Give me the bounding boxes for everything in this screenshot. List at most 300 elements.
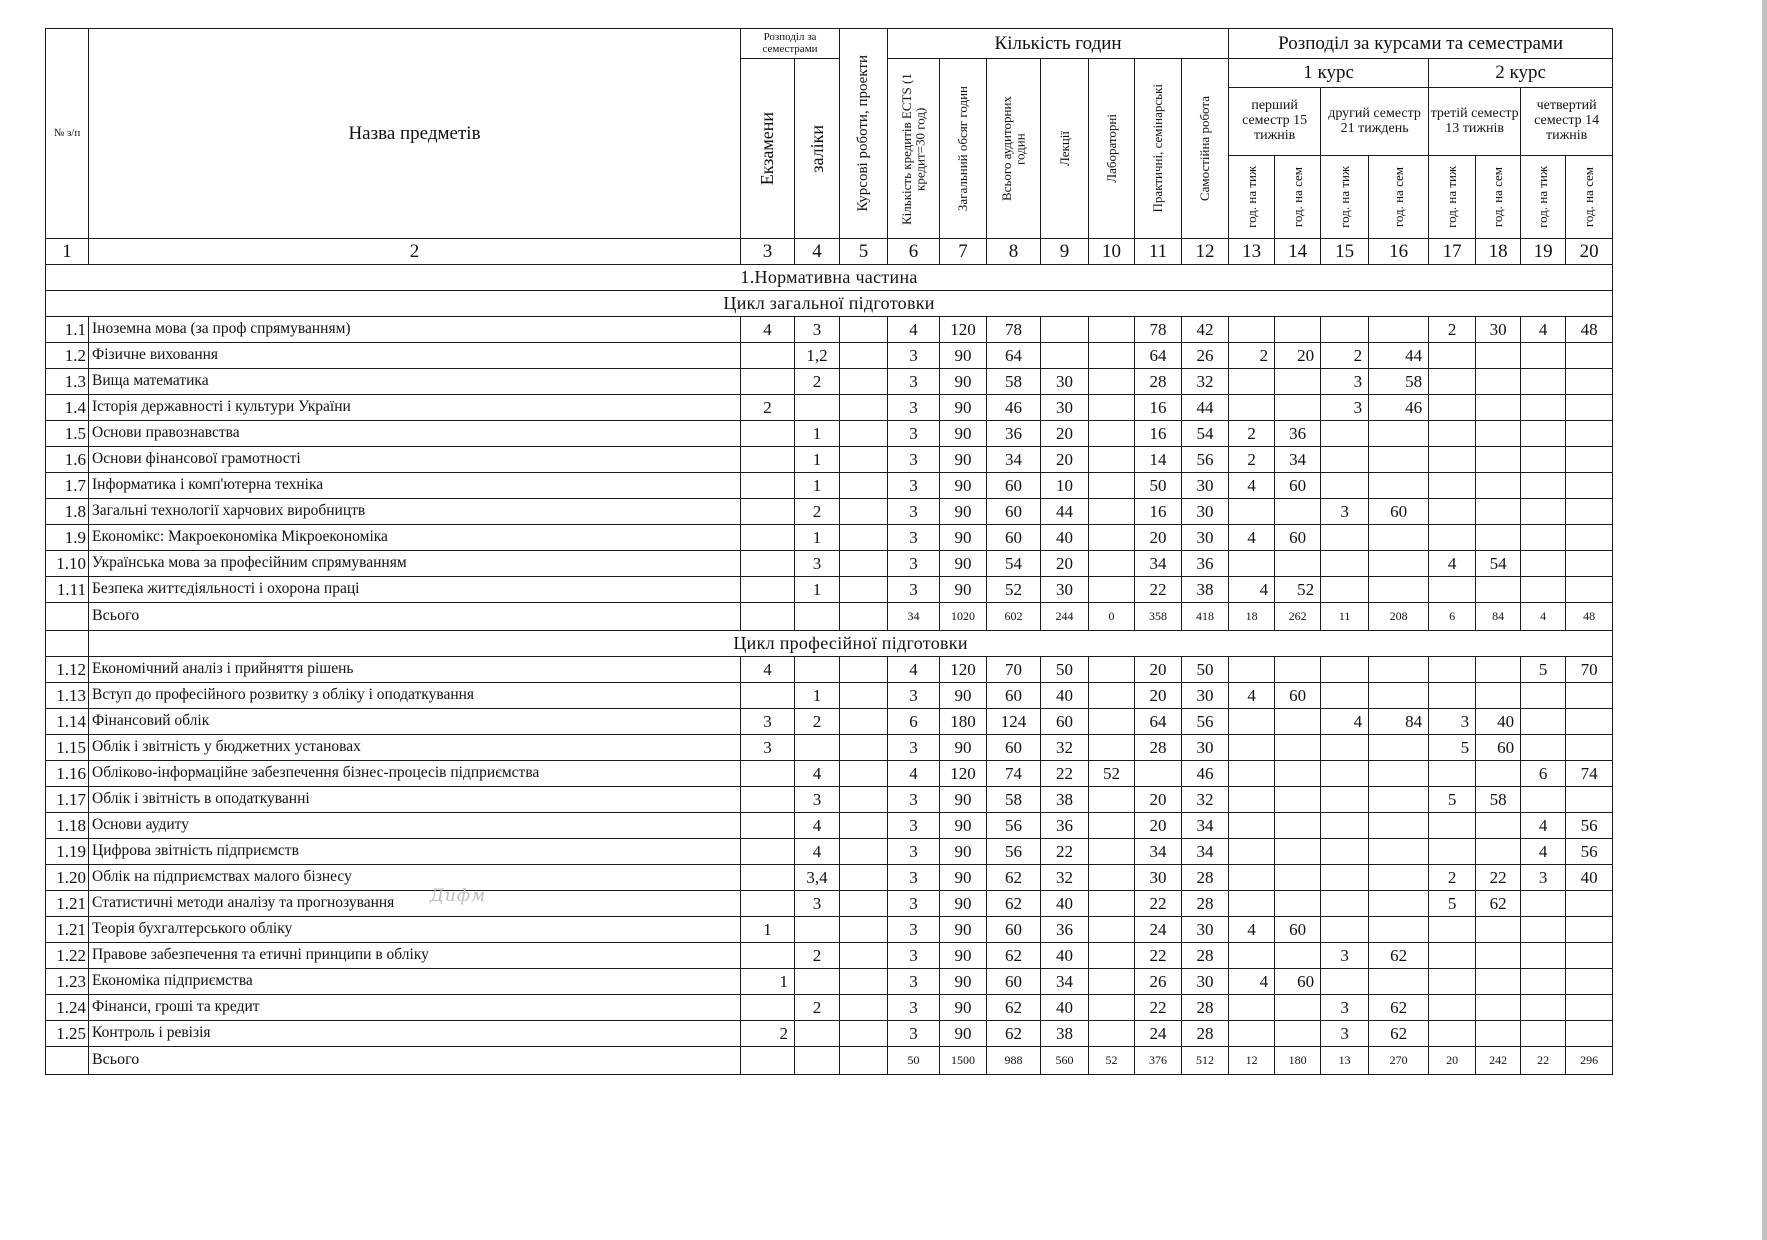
cell-value [1476, 917, 1521, 943]
cell-value: 1 [795, 525, 840, 551]
cell-value: 74 [987, 761, 1041, 787]
cell-value [1566, 995, 1613, 1021]
header-tests: заліки [795, 59, 840, 239]
cell-value: 28 [1135, 735, 1182, 761]
cell-value: 4 [888, 317, 940, 343]
cell-value: 4 [1229, 917, 1275, 943]
cell-value [1321, 551, 1369, 577]
cell-value: 3 [741, 709, 795, 735]
cell-value: 22 [1135, 995, 1182, 1021]
cell-value: 3 [888, 813, 940, 839]
cell-value [1521, 525, 1566, 551]
cell-value [795, 1047, 840, 1075]
subject-name: Цифрова звітність підприємств [89, 839, 741, 865]
cell-value: 1 [795, 421, 840, 447]
cell-value: 4 [888, 657, 940, 683]
cell-value: 3 [888, 943, 940, 969]
cell-value [1566, 447, 1613, 473]
cell-value: 3 [888, 865, 940, 891]
cell-value [741, 839, 795, 865]
cell-value [741, 577, 795, 603]
total-row [46, 1047, 1613, 1075]
row-number: 1.7 [46, 473, 89, 499]
cell-value [840, 421, 888, 447]
cell-value: 32 [1182, 369, 1229, 395]
cell-value: 4 [1229, 969, 1275, 995]
cell-value: 28 [1182, 995, 1229, 1021]
cell-value: 22 [1041, 761, 1089, 787]
table-body [46, 239, 1613, 1075]
cell-value: 3 [1321, 1021, 1369, 1047]
cell-value: 90 [940, 969, 987, 995]
cell-value: 62 [987, 1021, 1041, 1047]
cell-value: 60 [987, 473, 1041, 499]
cell-value [1275, 891, 1321, 917]
row-number: 1.24 [46, 995, 89, 1021]
cell-value: 90 [940, 395, 987, 421]
cell-value [1089, 447, 1135, 473]
cell-value [1566, 395, 1613, 421]
cell-value [1369, 317, 1429, 343]
row-number: 1.10 [46, 551, 89, 577]
row-number: 1.4 [46, 395, 89, 421]
cell-value: 1 [795, 473, 840, 499]
cell-value [1089, 709, 1135, 735]
cell-value: 2 [741, 395, 795, 421]
column-number: 13 [1229, 239, 1275, 265]
column-number: 10 [1089, 239, 1135, 265]
cell-value [1566, 891, 1613, 917]
cell-value [1229, 995, 1275, 1021]
cell-value [1369, 891, 1429, 917]
cell-value: 602 [987, 603, 1041, 631]
cell-value [1321, 891, 1369, 917]
section-title: Цикл професійної підготовки [89, 631, 1613, 657]
cell-value [1089, 499, 1135, 525]
cell-value [1429, 1021, 1476, 1047]
cell-value [840, 995, 888, 1021]
cell-value: 20 [1275, 343, 1321, 369]
cell-value: 60 [987, 917, 1041, 943]
cell-value [741, 447, 795, 473]
cell-value: 3 [888, 917, 940, 943]
table-row [46, 421, 1613, 447]
cell-value: 120 [940, 317, 987, 343]
cell-value [1229, 395, 1275, 421]
cell-value [1275, 395, 1321, 421]
cell-value [1429, 499, 1476, 525]
total-label: Всього [89, 603, 741, 631]
cell-value [1229, 1021, 1275, 1047]
cell-value [1566, 499, 1613, 525]
cell-value [741, 787, 795, 813]
cell-value: 2 [1321, 343, 1369, 369]
row-number: 1.15 [46, 735, 89, 761]
table-row [46, 787, 1613, 813]
cell-value [1521, 473, 1566, 499]
cell-value [1369, 865, 1429, 891]
cell-value: 34 [1182, 839, 1229, 865]
cell-value: 30 [1041, 395, 1089, 421]
cell-value: 2 [1229, 343, 1275, 369]
cell-value [1429, 525, 1476, 551]
subject-name: Облік і звітність у бюджетних установах [89, 735, 741, 761]
cell-value [1476, 577, 1521, 603]
cell-value [1229, 709, 1275, 735]
cell-value: 30 [1182, 525, 1229, 551]
subject-name: Загальні технології харчових виробництв [89, 499, 741, 525]
cell-value: 22 [1521, 1047, 1566, 1075]
cell-value [1321, 787, 1369, 813]
table-row [46, 499, 1613, 525]
cell-value: 3 [888, 551, 940, 577]
cell-value [741, 865, 795, 891]
cell-value [1429, 995, 1476, 1021]
subject-name: Іноземна мова (за проф спрямуванням) [89, 317, 741, 343]
column-number: 11 [1135, 239, 1182, 265]
subject-name: Обліково-інформаційне забезпечення бізнес-процесів підприємства [89, 761, 741, 787]
cell-value [1275, 761, 1321, 787]
cell-value: 12 [1229, 1047, 1275, 1075]
cell-value [1229, 551, 1275, 577]
cell-value: 52 [1275, 577, 1321, 603]
table-row [46, 865, 1613, 891]
subject-name: Статистичні методи аналізу та прогнозування [89, 891, 741, 917]
cell-value [1476, 421, 1521, 447]
cell-value [1089, 1021, 1135, 1047]
cell-value: 20 [1135, 683, 1182, 709]
column-numbers-row [46, 239, 1613, 265]
cell-value: 90 [940, 1021, 987, 1047]
table-row [46, 551, 1613, 577]
column-number: 3 [741, 239, 795, 265]
cell-value: 180 [1275, 1047, 1321, 1075]
cell-value [1566, 369, 1613, 395]
subject-name: Інформатика і комп'ютерна техніка [89, 473, 741, 499]
cell-value [840, 473, 888, 499]
cell-value [1521, 343, 1566, 369]
cell-value [1369, 525, 1429, 551]
cell-value [1429, 943, 1476, 969]
cell-value: 20 [1041, 421, 1089, 447]
cell-value [1369, 917, 1429, 943]
cell-value [1369, 577, 1429, 603]
header-distribution-semesters: Розподіл за семестрами [741, 29, 840, 59]
cell-value [1476, 473, 1521, 499]
cell-value [1476, 839, 1521, 865]
cell-value [741, 421, 795, 447]
cell-value [1369, 787, 1429, 813]
cell-value: 10 [1041, 473, 1089, 499]
cell-value: 36 [987, 421, 1041, 447]
cell-value: 3 [888, 525, 940, 551]
cell-value [1476, 683, 1521, 709]
cell-value: 90 [940, 343, 987, 369]
cell-value: 1 [741, 917, 795, 943]
cell-value [1089, 969, 1135, 995]
cell-value [1369, 761, 1429, 787]
header-semester-1: перший семестр 15 тижнів [1229, 88, 1321, 156]
handwritten-mark: Дифм [430, 886, 487, 906]
header-course-works: Курсові роботи, проекти [840, 29, 888, 239]
cell-value: 2 [795, 369, 840, 395]
subject-name: Контроль і ревізія [89, 1021, 741, 1047]
cell-value: 54 [987, 551, 1041, 577]
cell-value: 56 [1182, 447, 1229, 473]
cell-value: 3 [888, 369, 940, 395]
subject-name: Основи правознавства [89, 421, 741, 447]
column-number: 1 [46, 239, 89, 265]
section-title: Цикл загальної підготовки [46, 291, 1613, 317]
cell-value [1321, 813, 1369, 839]
subject-name: Економікс: Макроекономіка Мікроекономіка [89, 525, 741, 551]
column-number: 12 [1182, 239, 1229, 265]
subject-name: Вступ до професійного розвитку з обліку і оподаткування [89, 683, 741, 709]
cell-value: 30 [1476, 317, 1521, 343]
cell-value [1566, 551, 1613, 577]
header-lectures: Лекції [1041, 59, 1089, 239]
cell-value: 2 [795, 499, 840, 525]
cell-value [1521, 969, 1566, 995]
cell-value [741, 551, 795, 577]
cell-value: 2 [795, 943, 840, 969]
cell-value [1521, 917, 1566, 943]
cell-value: 90 [940, 525, 987, 551]
cell-value [1321, 657, 1369, 683]
cell-value [840, 969, 888, 995]
cell-value [1321, 761, 1369, 787]
cell-value [741, 473, 795, 499]
cell-value: 90 [940, 499, 987, 525]
cell-value: 5 [1521, 657, 1566, 683]
header-num: № з/п [46, 29, 89, 239]
cell-value [1566, 525, 1613, 551]
cell-value: 270 [1369, 1047, 1429, 1075]
column-number: 8 [987, 239, 1041, 265]
cell-value: 560 [1041, 1047, 1089, 1075]
cell-value [1089, 317, 1135, 343]
cell-value: 60 [1275, 917, 1321, 943]
cell-value: 48 [1566, 603, 1613, 631]
cell-value [1275, 995, 1321, 1021]
cell-value: 30 [1182, 917, 1229, 943]
cell-value [1476, 995, 1521, 1021]
cell-value: 3 [888, 995, 940, 1021]
row-number [46, 1047, 89, 1075]
cell-value: 70 [1566, 657, 1613, 683]
table-row [46, 577, 1613, 603]
cell-value [840, 839, 888, 865]
row-number: 1.23 [46, 969, 89, 995]
cell-value: 1 [741, 969, 795, 995]
cell-value [1229, 317, 1275, 343]
cell-value: 4 [1429, 551, 1476, 577]
cell-value [1566, 709, 1613, 735]
cell-value: 4 [1229, 473, 1275, 499]
cell-value [1321, 969, 1369, 995]
table-row [46, 369, 1613, 395]
cell-value: 3 [1321, 499, 1369, 525]
subject-name: Фінанси, гроші та кредит [89, 995, 741, 1021]
cell-value: 4 [1229, 577, 1275, 603]
cell-value [1566, 1021, 1613, 1047]
header-s3-sem: год. на сем [1476, 156, 1521, 239]
cell-value [1089, 657, 1135, 683]
row-number: 1.19 [46, 839, 89, 865]
cell-value [840, 865, 888, 891]
row-number: 1.11 [46, 577, 89, 603]
cell-value: 4 [795, 839, 840, 865]
cell-value [1321, 917, 1369, 943]
cell-value: 52 [987, 577, 1041, 603]
cell-value: 40 [1041, 683, 1089, 709]
cell-value: 2 [1229, 421, 1275, 447]
cell-value: 60 [987, 499, 1041, 525]
cell-value: 5 [1429, 735, 1476, 761]
cell-value: 28 [1182, 1021, 1229, 1047]
cell-value [840, 577, 888, 603]
cell-value [1089, 473, 1135, 499]
cell-value: 58 [1369, 369, 1429, 395]
cell-value [1321, 683, 1369, 709]
cell-value: 3 [1321, 395, 1369, 421]
cell-value: 1 [795, 577, 840, 603]
cell-value: 30 [1182, 969, 1229, 995]
cell-value [1521, 683, 1566, 709]
cell-value: 60 [1275, 525, 1321, 551]
cell-value [840, 551, 888, 577]
cell-value [741, 813, 795, 839]
cell-value [1229, 943, 1275, 969]
table-row [46, 709, 1613, 735]
cell-value [1229, 735, 1275, 761]
cell-value: 124 [987, 709, 1041, 735]
cell-value: 62 [987, 891, 1041, 917]
column-number: 18 [1476, 239, 1521, 265]
cell-value: 4 [1521, 839, 1566, 865]
cell-value [1566, 917, 1613, 943]
cell-value: 3 [1321, 369, 1369, 395]
column-number: 17 [1429, 239, 1476, 265]
cell-value: 3 [888, 447, 940, 473]
cell-value [1429, 917, 1476, 943]
cell-value: 90 [940, 421, 987, 447]
cell-value [840, 787, 888, 813]
cell-value: 988 [987, 1047, 1041, 1075]
total-row [46, 603, 1613, 631]
cell-value [795, 735, 840, 761]
cell-value [840, 657, 888, 683]
cell-value [1521, 395, 1566, 421]
section-normative [46, 265, 1613, 291]
cell-value: 50 [1182, 657, 1229, 683]
cell-value: 4 [741, 317, 795, 343]
column-number: 16 [1369, 239, 1429, 265]
cell-value: 4 [888, 761, 940, 787]
cell-value: 20 [1135, 813, 1182, 839]
row-number: 1.13 [46, 683, 89, 709]
cell-value [1476, 943, 1521, 969]
cell-value: 30 [1182, 735, 1229, 761]
cell-value [840, 343, 888, 369]
cell-value: 28 [1135, 369, 1182, 395]
cell-value: 40 [1041, 891, 1089, 917]
cell-value: 84 [1476, 603, 1521, 631]
header-s4-week: год. на тиж [1521, 156, 1566, 239]
cell-value [795, 603, 840, 631]
cell-value: 90 [940, 839, 987, 865]
cell-value: 50 [1041, 657, 1089, 683]
row-number: 1.6 [46, 447, 89, 473]
cell-value: 16 [1135, 421, 1182, 447]
cell-value [1521, 891, 1566, 917]
cell-value: 13 [1321, 1047, 1369, 1075]
cell-value: 84 [1369, 709, 1429, 735]
cell-value: 3 [1321, 943, 1369, 969]
table-row [46, 395, 1613, 421]
cell-value: 52 [1089, 1047, 1135, 1075]
cell-value: 38 [1041, 1021, 1089, 1047]
cell-value: 4 [1229, 525, 1275, 551]
cell-value: 38 [1182, 577, 1229, 603]
column-number: 7 [940, 239, 987, 265]
header-s1-week: год. на тиж [1229, 156, 1275, 239]
cell-value [1275, 551, 1321, 577]
cell-value: 78 [1135, 317, 1182, 343]
cell-value [741, 499, 795, 525]
cell-value: 44 [1041, 499, 1089, 525]
header-s4-sem: год. на сем [1566, 156, 1613, 239]
cell-value: 3 [795, 787, 840, 813]
cell-value: 46 [987, 395, 1041, 421]
cell-value: 34 [1135, 551, 1182, 577]
cell-value [1369, 447, 1429, 473]
cell-value [1041, 343, 1089, 369]
cell-value [1089, 577, 1135, 603]
cell-value: 208 [1369, 603, 1429, 631]
section-general-cycle [46, 291, 1613, 317]
cell-value: 46 [1182, 761, 1229, 787]
cell-value: 58 [987, 787, 1041, 813]
empty-cell [46, 631, 89, 657]
cell-value: 90 [940, 865, 987, 891]
cell-value: 16 [1135, 395, 1182, 421]
cell-value: 3 [888, 683, 940, 709]
cell-value [1429, 421, 1476, 447]
cell-value: 60 [987, 735, 1041, 761]
table-row [46, 813, 1613, 839]
row-number: 1.22 [46, 943, 89, 969]
table-row [46, 683, 1613, 709]
cell-value [1521, 735, 1566, 761]
cell-value: 22 [1135, 891, 1182, 917]
cell-value [840, 761, 888, 787]
column-number: 15 [1321, 239, 1369, 265]
cell-value: 52 [1089, 761, 1135, 787]
cell-value: 358 [1135, 603, 1182, 631]
table-row [46, 735, 1613, 761]
cell-value [1521, 447, 1566, 473]
header-total-auditory: Всього аудиторних годин [987, 59, 1041, 239]
cell-value [1429, 683, 1476, 709]
cell-value: 1500 [940, 1047, 987, 1075]
cell-value [741, 603, 795, 631]
cell-value [1229, 865, 1275, 891]
row-number: 1.20 [46, 865, 89, 891]
column-number: 6 [888, 239, 940, 265]
cell-value [1521, 943, 1566, 969]
cell-value: 5 [1429, 787, 1476, 813]
